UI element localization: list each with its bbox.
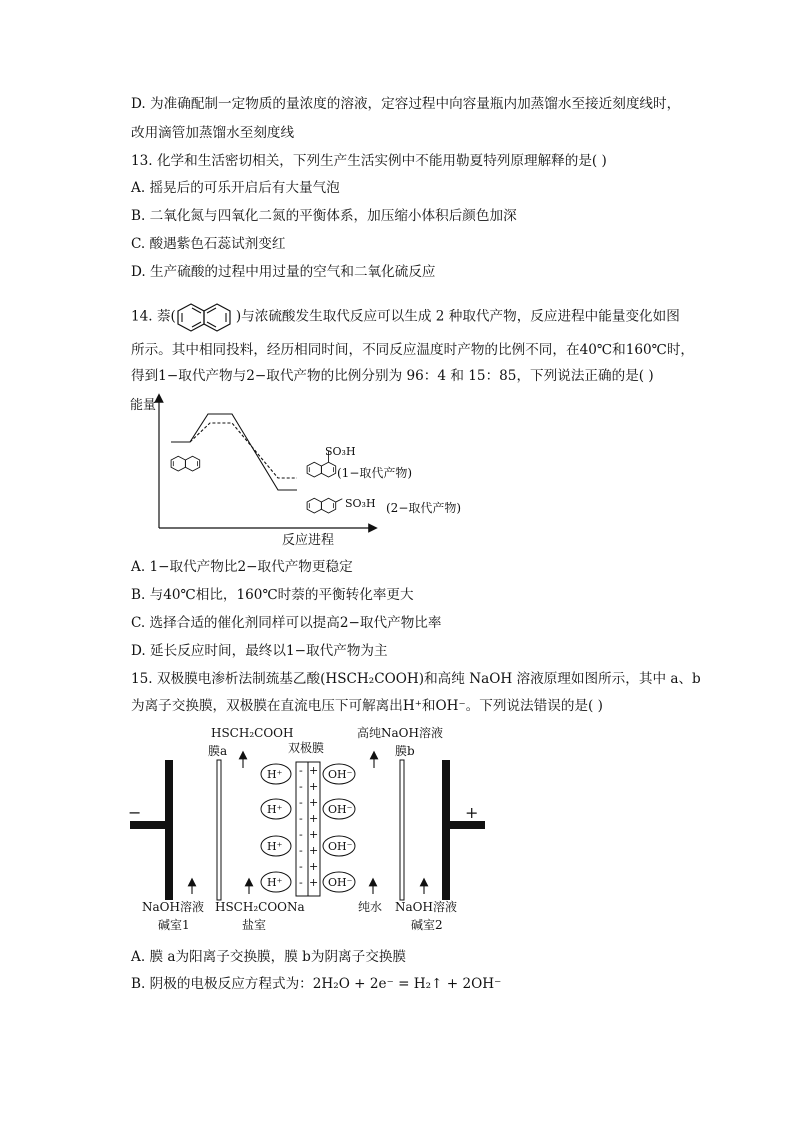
x-axis-label: 反应进程 (282, 533, 335, 548)
question-13: 13. 化学和生活密切相关，下列生产生活实例中不能用勒夏特列原理解释的是( ) (131, 153, 607, 169)
product-1-so3h: SO₃H (325, 445, 356, 458)
membrane-b (400, 760, 404, 900)
membrane-b-label: 膜b (395, 744, 415, 758)
svg-text:H⁺: H⁺ (267, 876, 283, 889)
svg-text:-: - (299, 812, 303, 825)
product-1-label: (1−取代产物) (337, 466, 413, 480)
svg-text:-: - (299, 828, 303, 841)
svg-text:H⁺: H⁺ (267, 840, 283, 853)
svg-text:-: - (299, 860, 303, 873)
salt-room-label: 盐室 (242, 918, 267, 932)
energy-profile-diagram (130, 392, 490, 552)
pathway-1-substitution (190, 423, 297, 478)
h-ion-1 (261, 764, 291, 784)
anode-sign: + (465, 803, 479, 822)
svg-text:+: + (309, 812, 319, 825)
svg-text:-: - (299, 876, 303, 889)
svg-text:-: - (299, 844, 303, 857)
oh-ion-3 (323, 836, 355, 856)
bottom-naoh-2-label: NaOH溶液 (395, 900, 457, 914)
product-2-structure (307, 498, 342, 513)
alkali-room-2-label: 碱室2 (411, 918, 443, 932)
q13-option-a: A. 摇晃后的可乐开启后有大量气泡 (131, 180, 340, 196)
bipolar-membrane-cell-diagram (125, 722, 505, 937)
svg-text:+: + (309, 796, 319, 809)
q13-option-d: D. 生产硫酸的过程中用过量的空气和二氧化硫反应 (131, 264, 436, 280)
svg-text:OH⁻: OH⁻ (328, 768, 353, 781)
y-axis-label: 能量 (130, 398, 157, 413)
svg-text:-: - (299, 764, 303, 777)
q13-option-b: B. 二氧化氮与四氧化二氮的平衡体系，加压缩小体积后颜色加深 (131, 208, 517, 224)
bipolar-membrane-label: 双极膜 (288, 741, 325, 755)
svg-text:OH⁻: OH⁻ (328, 840, 353, 853)
option-d-line2: 改用滴管加蒸馏水至刻度线 (131, 125, 295, 141)
membrane-a (217, 760, 221, 900)
reactant-naphthalene (171, 456, 200, 471)
cathode-electrode (165, 760, 173, 900)
bipolar-membrane (296, 762, 320, 896)
h-ion-4 (261, 872, 291, 892)
membrane-a-label: 膜a (208, 744, 228, 758)
q13-option-c: C. 酸遇紫色石蕊试剂变红 (131, 236, 286, 252)
svg-text:H⁺: H⁺ (267, 803, 283, 816)
svg-text:+: + (309, 860, 319, 873)
question-14-line1 (131, 300, 680, 334)
svg-text:+: + (309, 780, 319, 793)
question-14-line3: 得到1−取代产物与2−取代产物的比例分别为 96：4 和 15：85，下列说法正确的是( ) (131, 368, 654, 384)
q15-option-b: B. 阴极的电极反应方程式为：2H₂O + 2e⁻ = H₂↑ + 2OH⁻ (131, 976, 502, 992)
oh-ion-4 (323, 872, 355, 892)
question-15-line1: 15. 双极膜电渗析法制巯基乙酸(HSCH₂COOH)和高纯 NaOH 溶液原理如图所示，其中 a、b (131, 671, 701, 687)
alkali-room-1-label: 碱室1 (158, 918, 190, 932)
bottom-naoh-1-label: NaOH溶液 (142, 900, 204, 914)
svg-text:H⁺: H⁺ (267, 768, 283, 781)
svg-text:OH⁻: OH⁻ (328, 803, 353, 816)
cathode-connector (130, 821, 170, 829)
svg-text:+: + (309, 828, 319, 841)
bottom-salt-label: HSCH₂COONa (215, 900, 305, 914)
svg-text:+: + (309, 844, 319, 857)
option-d-line1: D. 为准确配制一定物质的量浓度的溶液，定容过程中向容量瓶内加蒸馏水至接近刻度线时， (131, 96, 681, 112)
anode-electrode (442, 760, 450, 900)
q14-option-a: A. 1−取代产物比2−取代产物更稳定 (131, 559, 353, 575)
svg-text:-: - (299, 780, 303, 793)
q14-option-b: B. 与40℃相比，160℃时萘的平衡转化率更大 (131, 587, 414, 603)
top-acid-label: HSCH₂COOH (211, 726, 294, 740)
anode-connector (445, 821, 485, 829)
q14-rest: )与浓硫酸发生取代反应可以生成 2 种取代产物，反应进程中能量变化如图 (235, 308, 680, 325)
pure-water-label: 纯水 (358, 900, 383, 914)
naphthalene-structure (176, 300, 236, 334)
h-ion-3 (261, 836, 291, 856)
svg-text:OH⁻: OH⁻ (328, 876, 353, 889)
q14-prefix: 14. 萘( (131, 308, 176, 325)
oh-ion-2 (323, 799, 355, 819)
product-2-so3h: SO₃H (345, 497, 376, 510)
q14-option-d: D. 延长反应时间，最终以1−取代产物为主 (131, 643, 388, 659)
q15-option-a: A. 膜 a为阳离子交换膜，膜 b为阴离子交换膜 (131, 949, 406, 965)
product-2-label: (2−取代产物) (386, 501, 462, 515)
top-naoh-label: 高纯NaOH溶液 (357, 726, 443, 740)
h-ion-2 (261, 799, 291, 819)
q14-option-c: C. 选择合适的催化剂同样可以提高2−取代产物比率 (131, 615, 442, 631)
svg-text:+: + (309, 764, 319, 777)
svg-text:-: - (299, 796, 303, 809)
cathode-sign: − (128, 803, 142, 822)
oh-ion-1 (323, 764, 355, 784)
question-15-line2: 为离子交换膜，双极膜在直流电压下可解离出H⁺和OH⁻。下列说法错误的是( ) (131, 698, 603, 714)
question-14-line2: 所示。其中相同投料，经历相同时间，不同反应温度时产物的比例不同，在40℃和160℃时， (131, 342, 695, 358)
svg-text:+: + (309, 876, 319, 889)
